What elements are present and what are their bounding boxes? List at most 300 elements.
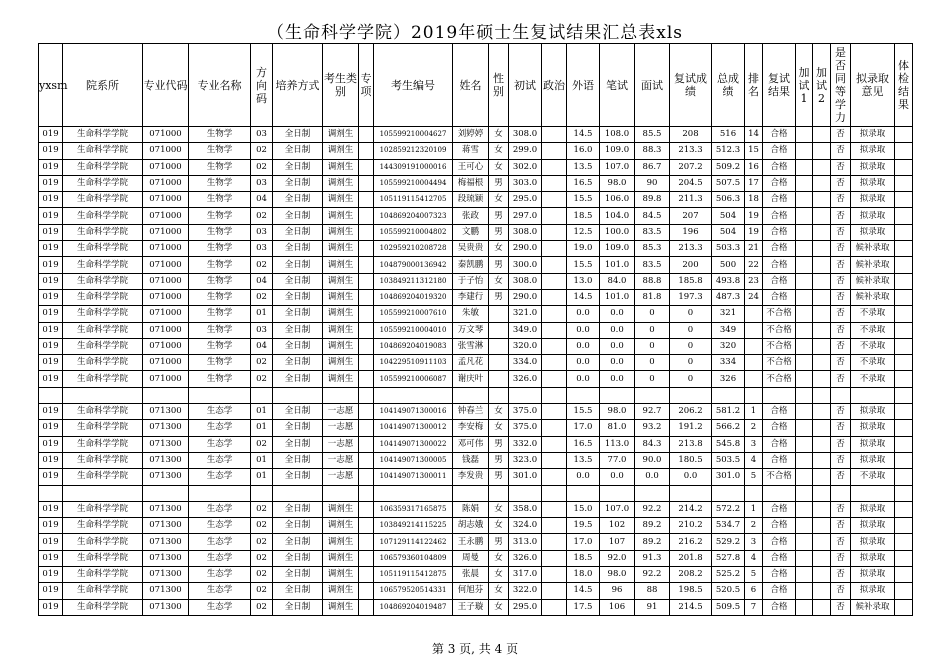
table-cell: 0.0: [567, 355, 600, 371]
table-cell: 合格: [763, 175, 796, 191]
table-cell: 调剂生: [323, 273, 359, 289]
table-cell: [895, 404, 913, 420]
table-cell: 0.0: [600, 306, 635, 322]
table-cell: 106579520514331: [374, 583, 453, 599]
table-cell: [359, 338, 374, 354]
table-cell: 13.5: [567, 452, 600, 468]
table-cell: [359, 371, 374, 387]
table-cell: [895, 583, 913, 599]
table-cell: 071000: [143, 273, 189, 289]
table-cell: 生命科学学院: [63, 355, 143, 371]
table-cell: 张政: [453, 208, 489, 224]
table-cell: 生物学: [189, 306, 251, 322]
table-cell: [359, 534, 374, 550]
table-cell: [542, 127, 567, 143]
table-cell: 14: [745, 127, 763, 143]
table-cell: 105599210006087: [374, 371, 453, 387]
table-cell: [359, 175, 374, 191]
table-cell: [813, 192, 831, 208]
table-cell: [796, 534, 813, 550]
table-cell: 否: [831, 338, 851, 354]
table-cell: 0.0: [600, 338, 635, 354]
table-cell: 女: [489, 241, 509, 257]
table-cell: 02: [251, 501, 273, 517]
table-cell: 84.0: [600, 273, 635, 289]
table-row: [39, 404, 913, 420]
table-cell: 否: [831, 436, 851, 452]
table-cell: 否: [831, 289, 851, 305]
table-cell: 197.3: [670, 289, 712, 305]
table-cell: 3: [745, 436, 763, 452]
table-cell: 17.5: [567, 599, 600, 615]
table-cell: 全日制: [273, 289, 323, 305]
table-cell: 全日制: [273, 338, 323, 354]
table-cell: [567, 485, 600, 501]
table-cell: 调剂生: [323, 289, 359, 305]
table-cell: 019: [39, 550, 63, 566]
column-header: 专业名称: [189, 44, 251, 127]
table-cell: [796, 371, 813, 387]
table-cell: 吴贵贵: [453, 241, 489, 257]
table-cell: 109.0: [600, 143, 635, 159]
table-cell: 一志愿: [323, 420, 359, 436]
table-row: [39, 241, 913, 257]
table-cell: 女: [489, 273, 509, 289]
table-cell: [813, 159, 831, 175]
table-cell: 不录取: [851, 322, 895, 338]
table-cell: 全日制: [273, 257, 323, 273]
table-cell: 213.3: [670, 143, 712, 159]
table-cell: 生命科学学院: [63, 273, 143, 289]
table-cell: 071000: [143, 224, 189, 240]
table-cell: [359, 501, 374, 517]
table-cell: 24: [745, 289, 763, 305]
table-cell: 071000: [143, 208, 189, 224]
table-cell: 否: [831, 420, 851, 436]
table-row: [39, 534, 913, 550]
table-cell: [796, 567, 813, 583]
table-row: [39, 289, 913, 305]
table-cell: 0: [635, 322, 670, 338]
table-cell: [189, 485, 251, 501]
table-cell: 545.8: [712, 436, 745, 452]
table-cell: [895, 208, 913, 224]
table-cell: 生物学: [189, 127, 251, 143]
table-cell: 调剂生: [323, 159, 359, 175]
table-cell: 不合格: [763, 371, 796, 387]
table-row: [39, 192, 913, 208]
table-cell: 全日制: [273, 127, 323, 143]
table-cell: 生物学: [189, 322, 251, 338]
table-cell: 合格: [763, 534, 796, 550]
table-cell: 男: [489, 208, 509, 224]
table-cell: 210.2: [670, 518, 712, 534]
table-cell: 钱磊: [453, 452, 489, 468]
table-cell: 全日制: [273, 355, 323, 371]
table-cell: [831, 485, 851, 501]
table-cell: 拟录取: [851, 175, 895, 191]
table-cell: 调剂生: [323, 501, 359, 517]
table-cell: 88.3: [635, 143, 670, 159]
table-cell: 525.2: [712, 567, 745, 583]
table-cell: 0.0: [567, 338, 600, 354]
table-cell: [796, 583, 813, 599]
table-cell: [895, 192, 913, 208]
table-cell: 02: [251, 208, 273, 224]
table-cell: [359, 469, 374, 485]
table-cell: 生态学: [189, 583, 251, 599]
table-cell: 生态学: [189, 452, 251, 468]
table-cell: 胡志娥: [453, 518, 489, 534]
table-cell: 89.2: [635, 518, 670, 534]
table-cell: 03: [251, 175, 273, 191]
table-cell: 候补录取: [851, 241, 895, 257]
table-cell: 104149071300022: [374, 436, 453, 452]
table-cell: 生命科学学院: [63, 257, 143, 273]
table-cell: 105599210004627: [374, 127, 453, 143]
table-cell: 101.0: [600, 289, 635, 305]
table-cell: [189, 387, 251, 403]
table-cell: 105599210004010: [374, 322, 453, 338]
table-cell: 否: [831, 143, 851, 159]
table-cell: 019: [39, 208, 63, 224]
table-cell: 297.0: [509, 208, 542, 224]
table-cell: 女: [489, 583, 509, 599]
table-cell: 019: [39, 599, 63, 615]
table-cell: 01: [251, 420, 273, 436]
column-header: 笔试: [600, 44, 635, 127]
table-cell: 84.5: [635, 208, 670, 224]
table-cell: 全日制: [273, 404, 323, 420]
table-cell: 否: [831, 599, 851, 615]
table-cell: 106: [600, 599, 635, 615]
table-cell: 合格: [763, 436, 796, 452]
table-cell: [143, 387, 189, 403]
table-cell: 03: [251, 127, 273, 143]
table-cell: 合格: [763, 567, 796, 583]
table-cell: 4: [745, 550, 763, 566]
table-cell: 13.5: [567, 159, 600, 175]
table-cell: 019: [39, 175, 63, 191]
table-cell: [359, 192, 374, 208]
table-cell: [670, 387, 712, 403]
table-cell: [813, 387, 831, 403]
table-cell: 不录取: [851, 371, 895, 387]
table-cell: 0: [670, 371, 712, 387]
table-cell: [796, 599, 813, 615]
table-cell: [359, 127, 374, 143]
table-cell: 调剂生: [323, 518, 359, 534]
table-cell: [796, 485, 813, 501]
table-cell: [796, 550, 813, 566]
table-cell: 否: [831, 159, 851, 175]
table-cell: 071000: [143, 322, 189, 338]
table-cell: [796, 306, 813, 322]
table-cell: 493.8: [712, 273, 745, 289]
column-header: 排名: [745, 44, 763, 127]
table-cell: 男: [489, 436, 509, 452]
table-cell: 否: [831, 583, 851, 599]
table-cell: [895, 127, 913, 143]
table-cell: [895, 469, 913, 485]
table-cell: [813, 127, 831, 143]
table-cell: 合格: [763, 518, 796, 534]
table-cell: 调剂生: [323, 208, 359, 224]
table-cell: 504: [712, 224, 745, 240]
table-cell: 216.2: [670, 534, 712, 550]
table-cell: [796, 469, 813, 485]
table-cell: 调剂生: [323, 371, 359, 387]
table-cell: 071000: [143, 192, 189, 208]
table-cell: 拟录取: [851, 404, 895, 420]
table-cell: 22: [745, 257, 763, 273]
table-cell: 191.2: [670, 420, 712, 436]
column-header: 初试: [509, 44, 542, 127]
table-cell: 04: [251, 192, 273, 208]
table-cell: 105599210007610: [374, 306, 453, 322]
table-cell: 陈娟: [453, 501, 489, 517]
table-cell: 071000: [143, 289, 189, 305]
table-cell: [763, 485, 796, 501]
table-cell: 02: [251, 371, 273, 387]
table-row: [39, 208, 913, 224]
table-cell: [251, 387, 273, 403]
table-cell: 梅福根: [453, 175, 489, 191]
table-cell: 孟凡花: [453, 355, 489, 371]
table-cell: [542, 583, 567, 599]
table-cell: 83.5: [635, 224, 670, 240]
table-cell: 0.0: [567, 469, 600, 485]
table-cell: 503.3: [712, 241, 745, 257]
blank-row: [39, 387, 913, 403]
table-cell: 071300: [143, 469, 189, 485]
table-cell: [359, 387, 374, 403]
table-cell: [359, 208, 374, 224]
table-cell: 506.3: [712, 192, 745, 208]
table-cell: [712, 485, 745, 501]
table-cell: [323, 485, 359, 501]
table-cell: 18.5: [567, 550, 600, 566]
table-cell: 否: [831, 208, 851, 224]
table-row: [39, 452, 913, 468]
table-cell: [813, 289, 831, 305]
table-cell: 19.0: [567, 241, 600, 257]
table-cell: [359, 306, 374, 322]
column-header: 总成绩: [712, 44, 745, 127]
table-cell: [895, 306, 913, 322]
table-cell: [542, 485, 567, 501]
table-cell: 019: [39, 273, 63, 289]
table-cell: 581.2: [712, 404, 745, 420]
table-cell: [813, 567, 831, 583]
table-cell: [895, 273, 913, 289]
table-cell: [895, 355, 913, 371]
table-cell: [542, 420, 567, 436]
table-cell: 105119115412705: [374, 192, 453, 208]
table-cell: 185.8: [670, 273, 712, 289]
table-cell: [813, 273, 831, 289]
table-cell: 否: [831, 306, 851, 322]
table-cell: [796, 436, 813, 452]
table-cell: 否: [831, 501, 851, 517]
table-cell: 生命科学学院: [63, 241, 143, 257]
table-cell: 207: [670, 208, 712, 224]
column-header: 加试2: [813, 44, 831, 127]
table-cell: 调剂生: [323, 322, 359, 338]
table-cell: 不合格: [763, 469, 796, 485]
table-cell: 071000: [143, 127, 189, 143]
table-row: [39, 550, 913, 566]
table-cell: [542, 518, 567, 534]
table-cell: [509, 387, 542, 403]
table-cell: 生命科学学院: [63, 175, 143, 191]
table-cell: 509.2: [712, 159, 745, 175]
column-header: 外语: [567, 44, 600, 127]
table-cell: 071300: [143, 534, 189, 550]
table-cell: 0.0: [567, 371, 600, 387]
table-cell: 566.2: [712, 420, 745, 436]
table-cell: 16.5: [567, 436, 600, 452]
table-cell: 调剂生: [323, 192, 359, 208]
table-cell: 生物学: [189, 159, 251, 175]
table-cell: 019: [39, 127, 63, 143]
table-cell: 张雪淋: [453, 338, 489, 354]
table-cell: 生命科学学院: [63, 289, 143, 305]
table-cell: 301.0: [509, 469, 542, 485]
table-cell: 生物学: [189, 289, 251, 305]
table-cell: 208.2: [670, 567, 712, 583]
table-cell: 全日制: [273, 518, 323, 534]
table-cell: [251, 485, 273, 501]
table-cell: 候补录取: [851, 289, 895, 305]
table-cell: 否: [831, 355, 851, 371]
table-cell: 女: [489, 192, 509, 208]
table-cell: [39, 387, 63, 403]
table-cell: 生命科学学院: [63, 192, 143, 208]
table-cell: 调剂生: [323, 338, 359, 354]
column-header: 姓名: [453, 44, 489, 127]
table-cell: 生物学: [189, 371, 251, 387]
table-cell: [796, 192, 813, 208]
table-cell: [635, 387, 670, 403]
table-cell: 生物学: [189, 224, 251, 240]
table-cell: [895, 420, 913, 436]
table-cell: 02: [251, 550, 273, 566]
table-cell: 王永鹏: [453, 534, 489, 550]
table-cell: 92.2: [635, 501, 670, 517]
table-cell: [831, 387, 851, 403]
table-cell: 全日制: [273, 224, 323, 240]
table-row: [39, 518, 913, 534]
table-cell: [542, 143, 567, 159]
table-cell: [796, 208, 813, 224]
table-cell: 0.0: [635, 469, 670, 485]
table-cell: 92.2: [635, 567, 670, 583]
table-cell: 03: [251, 224, 273, 240]
table-cell: 0: [670, 322, 712, 338]
table-cell: 512.3: [712, 143, 745, 159]
table-cell: 合格: [763, 599, 796, 615]
table-cell: 313.0: [509, 534, 542, 550]
table-cell: 102: [600, 518, 635, 534]
table-cell: 92.7: [635, 404, 670, 420]
table-cell: 生物学: [189, 208, 251, 224]
table-cell: 89.8: [635, 192, 670, 208]
table-cell: [745, 371, 763, 387]
table-row: [39, 224, 913, 240]
table-cell: 生态学: [189, 501, 251, 517]
table-cell: 否: [831, 127, 851, 143]
table-cell: 全日制: [273, 192, 323, 208]
table-cell: 91.3: [635, 550, 670, 566]
table-cell: [39, 485, 63, 501]
table-cell: [359, 224, 374, 240]
table-cell: 拟录取: [851, 143, 895, 159]
table-cell: [489, 355, 509, 371]
column-header: 专项: [359, 44, 374, 127]
table-cell: 019: [39, 241, 63, 257]
table-cell: [359, 404, 374, 420]
table-cell: [745, 322, 763, 338]
table-cell: 301.0: [712, 469, 745, 485]
table-cell: 071000: [143, 338, 189, 354]
table-cell: 290.0: [509, 289, 542, 305]
table-cell: [895, 338, 913, 354]
table-cell: 全日制: [273, 322, 323, 338]
table-cell: 0.0: [600, 469, 635, 485]
table-cell: 否: [831, 192, 851, 208]
table-cell: 071000: [143, 355, 189, 371]
table-cell: [63, 387, 143, 403]
table-cell: [323, 387, 359, 403]
table-cell: [813, 208, 831, 224]
table-cell: [359, 485, 374, 501]
table-cell: [895, 534, 913, 550]
table-cell: 295.0: [509, 192, 542, 208]
table-cell: [813, 485, 831, 501]
column-header: 复试结果: [763, 44, 796, 127]
table-cell: 文鹏: [453, 224, 489, 240]
table-cell: [542, 599, 567, 615]
table-row: [39, 420, 913, 436]
table-cell: 107.0: [600, 159, 635, 175]
table-cell: 88: [635, 583, 670, 599]
table-cell: 生物学: [189, 273, 251, 289]
table-cell: 85.5: [635, 127, 670, 143]
table-cell: 拟录取: [851, 583, 895, 599]
table-cell: 万文琴: [453, 322, 489, 338]
table-cell: 女: [489, 550, 509, 566]
table-cell: [895, 501, 913, 517]
table-cell: 109.0: [600, 241, 635, 257]
table-cell: 生态学: [189, 436, 251, 452]
table-cell: 王子璇: [453, 599, 489, 615]
table-cell: 019: [39, 159, 63, 175]
table-cell: 019: [39, 469, 63, 485]
table-cell: [670, 485, 712, 501]
table-cell: 生命科学学院: [63, 224, 143, 240]
table-row: [39, 175, 913, 191]
table-cell: 0.0: [670, 469, 712, 485]
table-cell: [813, 404, 831, 420]
column-header: yxsm: [39, 44, 63, 127]
table-cell: [813, 306, 831, 322]
table-cell: [745, 485, 763, 501]
table-cell: [796, 143, 813, 159]
table-cell: 全日制: [273, 567, 323, 583]
table-cell: 18.0: [567, 567, 600, 583]
table-cell: 周曼: [453, 550, 489, 566]
